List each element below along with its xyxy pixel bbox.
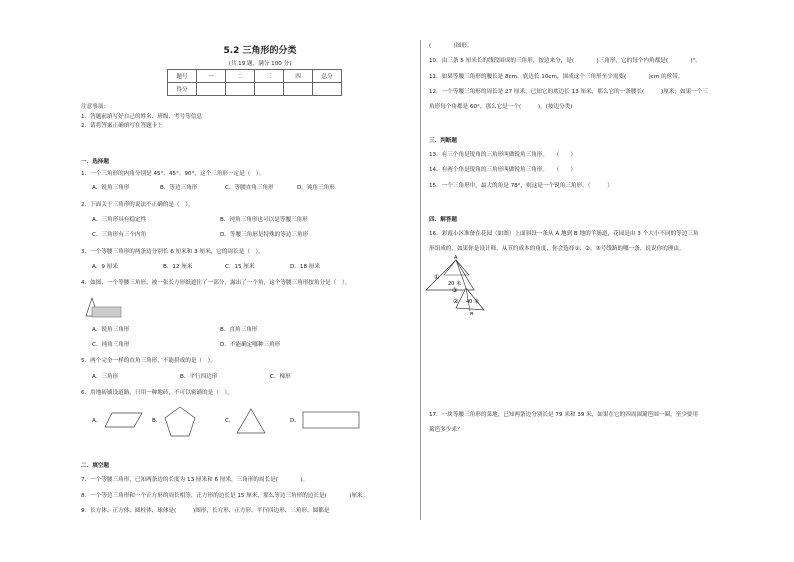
score-cell[interactable] xyxy=(284,83,313,96)
point-b-label: B xyxy=(470,312,474,315)
question-text: 角形每个角都是 60°，那么它是一个( )。(按边分类) xyxy=(429,104,573,110)
option[interactable]: A．9 厘米 xyxy=(92,264,118,270)
notice-item: 1．答题前填写好自己的姓名、班级、考号等信息 xyxy=(81,114,203,120)
question-text: ( )图形。 xyxy=(429,43,473,49)
option[interactable]: B．等边三角形 xyxy=(160,185,198,191)
question-text: 9．长方体、正方体、圆柱体、球体是( )图形，长方形、正方形、平行四边形、三角形、圆都是 xyxy=(81,508,330,514)
covered-triangle-figure xyxy=(83,297,123,321)
page-subtitle: (共 19 题，满分 100 分) xyxy=(228,61,292,67)
point-a-label: A xyxy=(454,255,458,261)
score-cell[interactable] xyxy=(226,83,255,96)
question-text: 16．彩霞小区准备在花园（如图）上面斜设一条从 A 地到 B 地的羊肠道，花园是由 3 个大小不同的等边三角 xyxy=(429,231,699,237)
page-title: 5.2 三角形的分类 xyxy=(223,46,297,56)
triangle-tile-figure xyxy=(236,408,266,434)
score-cell: 三 xyxy=(255,70,284,83)
option[interactable]: C．15 厘米 xyxy=(225,264,255,270)
option[interactable]: A．三角形具有稳定性 xyxy=(92,217,147,223)
question-text: 2．下面关于三角形的说法不正确的是（ ）。 xyxy=(81,202,194,208)
length-40m-label: 40 米 xyxy=(466,299,479,305)
rectangle-tile-figure xyxy=(302,411,360,429)
question-text: 10．由三条 5 厘米长的线段围成的三角形，按边来分，是( )三角形，它的每个内角都是( )°。 xyxy=(429,58,701,64)
section-title: 三．判断题 xyxy=(429,138,457,144)
score-cell: 四 xyxy=(284,70,313,83)
option[interactable]: C．梯形 xyxy=(270,374,291,380)
question-text: 3．一个等腰三角形的两条边分别长 6 厘米和 3 厘米，它的周长是（ ）。 xyxy=(81,249,264,255)
parallelogram-tile-figure xyxy=(104,412,144,428)
question-text: 1．一个三角形的内角分别是 45°、45°、90°，这个三角形一定是（ ）。 xyxy=(81,171,265,177)
question-text: 13．有三个角是锐角的三角形叫做锐角三角形。 （ ） xyxy=(429,152,576,158)
option[interactable]: A．锐角三角形 xyxy=(92,185,130,191)
score-table xyxy=(167,69,342,96)
question-text: 11．如果等腰三角形的腰长是 8cm，底边长 10cm，围成这个三角形至少需要( )cm 的丝带。 xyxy=(429,74,684,80)
option[interactable]: D．等腰三角形是特殊的等边三角形 xyxy=(220,232,309,238)
score-cell: 得分 xyxy=(168,83,197,96)
score-cell: 总分 xyxy=(313,70,342,83)
question-text: 形组成的，如果你是设计师，从节约成本的角度，你会选择①、②、③号线路的哪一条，说说你的理由。 xyxy=(429,246,685,252)
option[interactable]: A．锐角三角形 xyxy=(92,327,130,333)
question-text: 4．如图，一个等腰三角形，被一张长方形纸遮住了一部分，露出了一个角，这个等腰三角形按角分是（ ）。 xyxy=(81,280,351,286)
route-1-label: ① xyxy=(434,274,440,281)
question-text: 14．有两个角是锐角的三角形叫做锐角三角形。 （ ） xyxy=(429,167,576,173)
question-text: 15．一个三角形中，最大的角是 78°，则这是一个锐角三角形。（ ） xyxy=(429,183,613,189)
section-title: 四．解答题 xyxy=(429,217,457,223)
notice-item: 2．请将答案正确填写在答题卡上 xyxy=(81,123,163,129)
route-3-label: ③ xyxy=(452,287,458,294)
option[interactable]: C．三角形有三个内角 xyxy=(92,232,147,238)
option[interactable]: D．18 厘米 xyxy=(290,264,320,270)
score-cell[interactable] xyxy=(197,83,226,96)
score-table-score-row xyxy=(168,83,342,96)
question-text: 篱笆多少米？ xyxy=(429,427,463,433)
option[interactable]: A．三角形 xyxy=(92,374,119,380)
option[interactable]: D．不能确定哪种三角形 xyxy=(220,342,281,348)
option[interactable]: A． xyxy=(92,418,102,424)
option[interactable]: C． xyxy=(225,418,235,424)
question-text: 8．一个等边三角形和一个正方形的周长相等，正方形的边长是 15 厘米，那么等边三角形的边长是( )厘米。 xyxy=(81,493,369,499)
section-title: 一．选择题 xyxy=(81,159,109,165)
option[interactable]: C．等腰直角三角形 xyxy=(225,185,274,191)
question-text: 5．两个完全一样的直角三角形，不能拼成的是（ ）。 xyxy=(81,358,217,364)
score-cell: 一 xyxy=(197,70,226,83)
section-title: 二．填空题 xyxy=(81,463,109,469)
question-text: 12．一个等腰三角形的周长是 27 厘米，已知它的底边长 13 厘米，那么它的一条腰长( )厘米；如果一个三 xyxy=(429,89,708,95)
question-text: 17．一块等腰三角形的菜地，已知两条边分别长是 79 米和 39 米，如果在它的四周围篱笆围一圈，至少要用 xyxy=(429,412,698,418)
garden-triangles-figure xyxy=(424,255,494,315)
length-20m-label: 20 米 xyxy=(448,281,461,287)
score-table-header-row xyxy=(168,70,342,83)
option[interactable]: C．钝角三角形 xyxy=(92,342,130,348)
option[interactable]: B． xyxy=(152,418,162,424)
column-divider xyxy=(420,40,421,520)
pentagon-tile-figure xyxy=(163,406,197,438)
question-text: 7．一个等腰三角形，已知两条边的长度为 13 厘米和 6 厘米，三角形的周长是( )。 xyxy=(81,477,309,483)
score-cell[interactable] xyxy=(255,83,284,96)
route-2-label: ② xyxy=(453,298,459,305)
option[interactable]: B．12 厘米 xyxy=(163,264,193,270)
question-text: 6．用地砖铺设道路，只用一种地砖，不可以密铺的是（ ）。 xyxy=(81,390,233,396)
option[interactable]: B．直角三角形 xyxy=(220,327,258,333)
option[interactable]: D．钝角三角形 xyxy=(297,185,335,191)
score-cell: 题号 xyxy=(168,70,197,83)
score-cell: 二 xyxy=(226,70,255,83)
option[interactable]: B．钝角三角形也可以是等腰三角形 xyxy=(220,217,308,223)
option[interactable]: D． xyxy=(290,418,300,424)
score-cell[interactable] xyxy=(313,83,342,96)
option[interactable]: B．平行四边形 xyxy=(180,374,218,380)
notice-title: 注意事项： xyxy=(81,104,109,110)
